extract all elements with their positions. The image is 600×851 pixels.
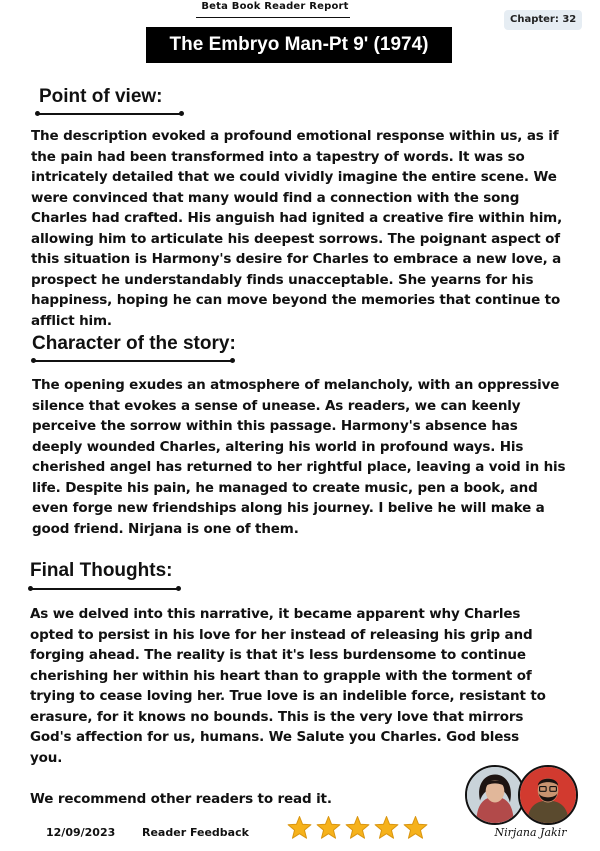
star-icon — [315, 815, 342, 841]
star-rating — [286, 815, 429, 841]
section-body-final-thoughts: As we delved into this narrative, it became apparent why Charles opted to persist in his love for her instead of releasing his grip and forging ahead. The reality is that it's less burdensome to continue cherishing her within his heart than to grapple with the torment of trying to cease loving her. True love is an indelible force, resistant to erasure, for it knows no bounds. This is the very love that mirrors God's affection for us, humans. We Salute you Charles. God bless you. — [30, 606, 546, 766]
report-label: Beta Book Reader Report — [201, 1, 349, 12]
footer-date: 12/09/2023 — [46, 826, 116, 839]
avatar-jakir — [518, 765, 578, 825]
heading-rule — [34, 360, 232, 362]
heading-rule — [31, 588, 178, 590]
section-heading-point-of-view: Point of view: — [39, 86, 163, 107]
recommendation-text: We recommend other readers to read it. — [30, 791, 332, 807]
page-title: The Embryo Man-Pt 9' (1974) — [146, 27, 452, 63]
report-label-underline — [196, 17, 350, 18]
section-heading-character: Character of the story: — [32, 333, 236, 354]
heading-rule — [38, 113, 181, 115]
section-body-character: The opening exudes an atmosphere of melancholy, with an oppressive silence that evokes a sense of unease. As readers, we can keenly perceive the sorrow within this passage. Harmony's absence has deeply wounded Charles, altering his world in profound ways. His cherished angel has returned to her rightful place, leaving a void in his life. Despite his pain, he managed to create music, pen a book, and even forge new friendships along his journey. I belive he will make a good friend. Nirjana is one of them. — [32, 377, 566, 537]
chapter-badge: Chapter: 32 — [504, 10, 582, 30]
star-icon — [402, 815, 429, 841]
star-icon — [286, 815, 313, 841]
footer-feedback-label: Reader Feedback — [142, 826, 249, 839]
section-body-point-of-view: The description evoked a profound emotional response within us, as if the pain had been transformed into a tapestry of words. It was so intricately detailed that we could vividly imagine the entire scene. We were convinced that many would find a connection with the song Charles had crafted. His anguish had ignited a creative fire within him, allowing him to articulate his deepest sorrows. The poignant aspect of this situation is Harmony's desire for Charles to embrace a new love, a prospect he understandably finds unacceptable. She yearns for his happiness, hoping he can move beyond the memories that continue to afflict him. — [31, 128, 563, 329]
section-heading-final-thoughts: Final Thoughts: — [30, 560, 173, 581]
star-icon — [344, 815, 371, 841]
star-icon — [373, 815, 400, 841]
signature-names: Nirjana Jakir — [494, 826, 567, 839]
avatar-nirjana — [465, 765, 525, 825]
